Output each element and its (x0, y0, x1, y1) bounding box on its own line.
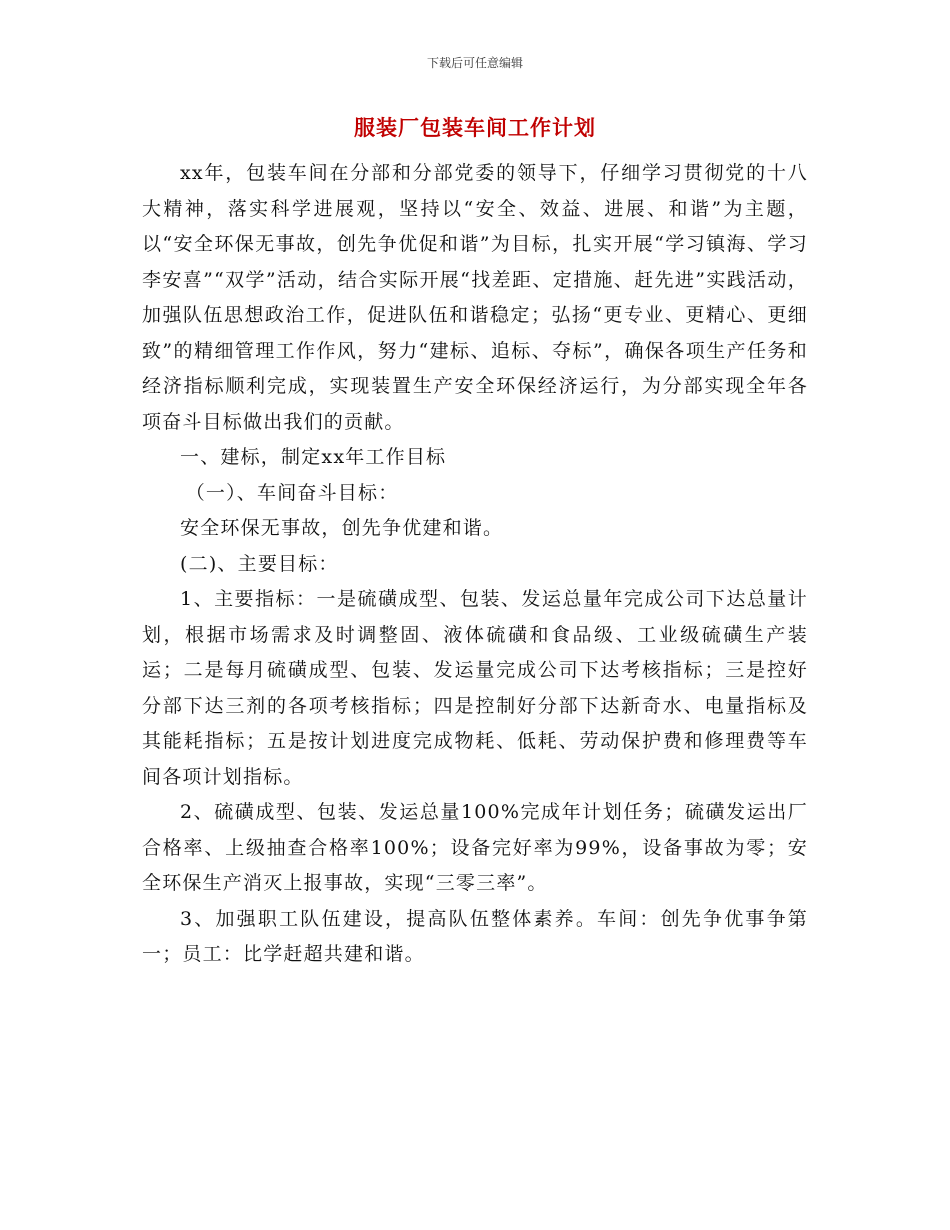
target-item-2: 2、硫磺成型、包装、发运总量100%完成年计划任务；硫磺发运出厂合格率、上级抽查合格率100%；设备完好率为99%，设备事故为零；安全环保生产消灭上报事故，实现“三零三率”。 (142, 801, 808, 894)
section-heading-1: 一、建标，制定xx年工作目标 (180, 446, 447, 468)
document-body (142, 156, 808, 973)
target-item-3: 3、加强职工队伍建设，提高队伍整体素养。车间：创先争优事争第一；员工：比学赶超共建和谐。 (142, 907, 808, 965)
intro-paragraph: xx年，包装车间在分部和分部党委的领导下，仔细学习贯彻党的十八大精神，落实科学进展观，坚持以“安全、效益、进展、和谐”为主题，以“安全环保无事故，创先争优促和谐”为目标，扎实开展“学习镇海、学习李安喜”“双学”活动，结合实际开展“找差距、定措施、赶先进”实践活动，加强队伍思想政治工作，促进队伍和谐稳定；弘扬“更专业、更精心、更细致”的精细管理工作作风，努力“建标、追标、夺标”，确保各项生产任务和经济指标顺利完成，实现装置生产安全环保经济运行，为分部实现全年各项奋斗目标做出我们的贡献。 (142, 162, 808, 433)
goal-statement: 安全环保无事故，创先争优建和谐。 (180, 517, 504, 539)
header-note: 下载后可任意编辑 (426, 56, 523, 70)
subsection-heading-2: (二)、主要目标： (180, 552, 339, 575)
document-title: 服装厂包装车间工作计划 (354, 115, 596, 140)
subsection-heading-1: （一）、车间奋斗目标： (185, 481, 399, 504)
target-item-1: 1、主要指标：一是硫磺成型、包装、发运总量年完成公司下达总量计划，根据市场需求及时调整固、液体硫磺和食品级、工业级硫磺生产装运；二是每月硫磺成型、包装、发运量完成公司下达考核指标；三是控好分部下达三剂的各项考核指标；四是控制好分部下达新奇水、电量指标及其能耗指标；五是按计划进度完成物耗、低耗、劳动保护费和修理费等车间各项计划指标。 (142, 588, 808, 788)
